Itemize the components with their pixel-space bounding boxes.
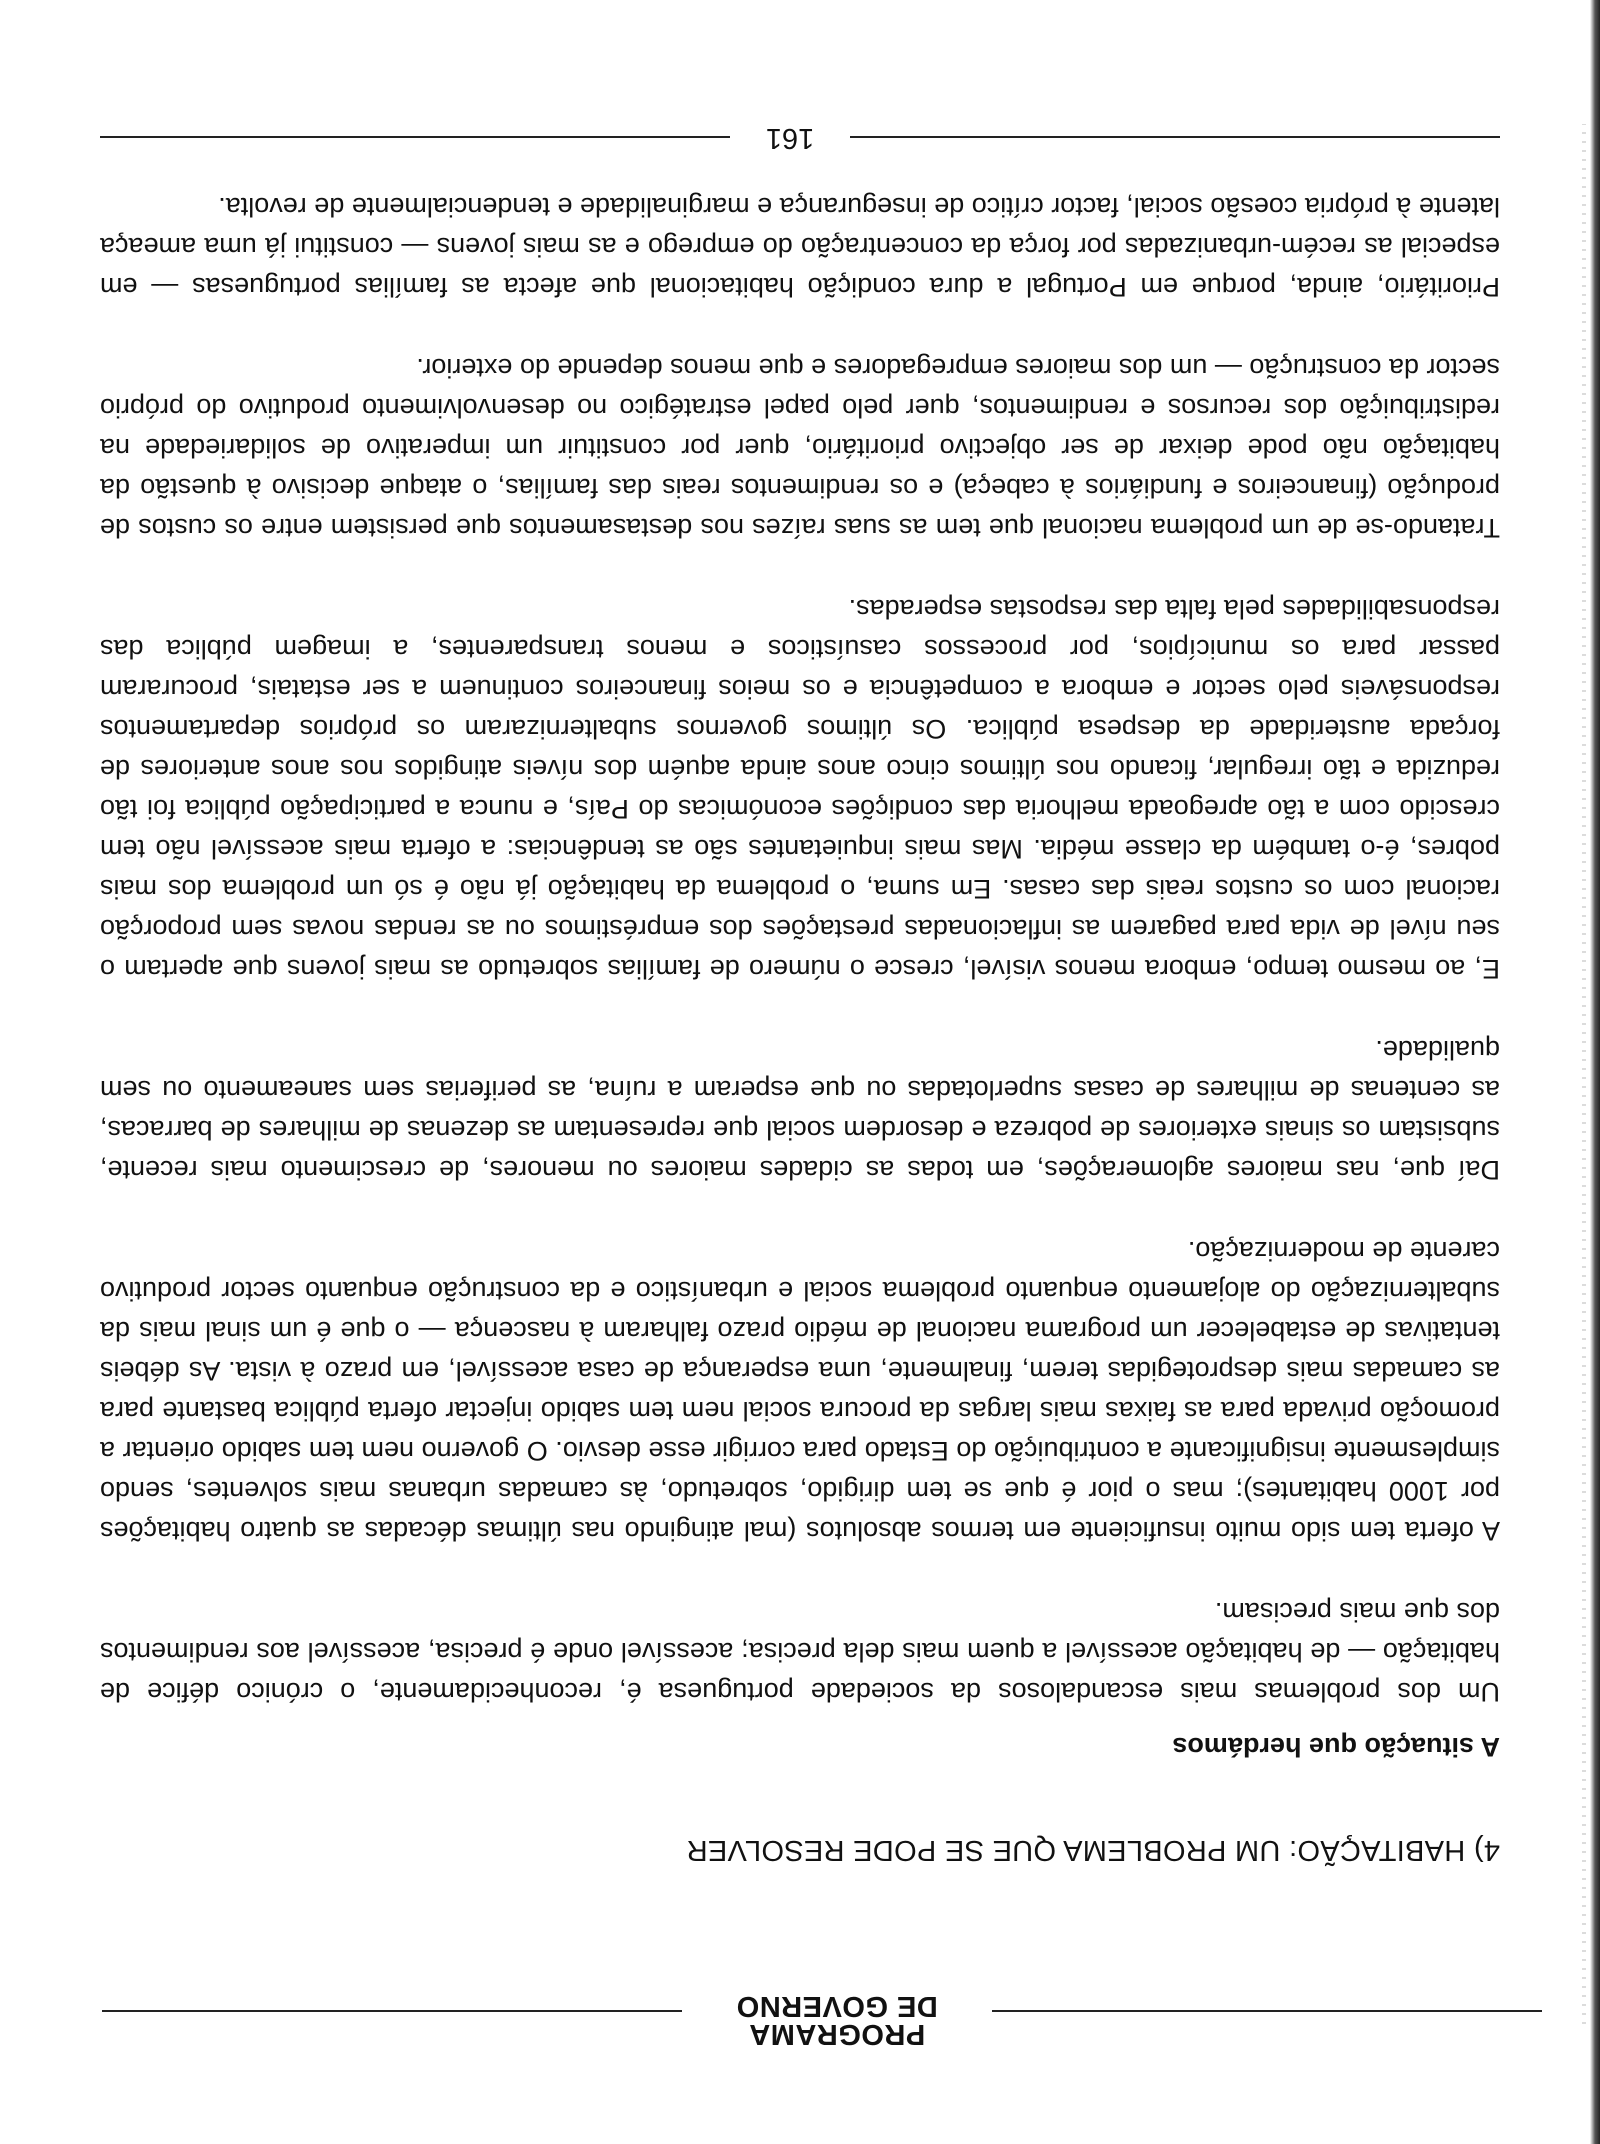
page-footer [100,118,1500,158]
paragraph: Daí que, nas maiores aglomerações, em todas as cidades maiores ou menores, de crescimento mais recente, subsistam os sinais exteriores de pobreza e desordem social que representam as dezenas de milhares de barracas, as centenas de milhares de casas superlotadas ou que esperam a ruína, as periferias sem saneamento ou sem qualidade. [100,1035,1500,1185]
body-text [100,146,1500,1712]
paragraph: Tratando-se de um problema nacional que tem as suas raízes nos destasamentos que persistem entre os custos de produção (financeiros e fundiários à cabeça) e os rendimentos reais das famílias, o ataque decisivo à questão da habitação não pode deixar de ser objectivo prioritário, quer por constituir um imperativo de solidariedade na redistribuição dos recursos e rendimentos, quer pelo papel estratégico no desenvolvimento produtivo do próprio sector da construção — um dos maiores empregadores e que menos depende do exterior. [100,353,1500,543]
paragraph: Um dos problemas mais escandalosos da sociedade portuguesa é, reconhecidamente, o crónico défice de habitação — de habitação acessível a quem mais dela precisa; acessível onde é precisa, acessível aos rendimentos dos que mais precisam. [100,1597,1500,1707]
logo-line-2: DE GOVERNO [736,1990,938,2022]
subsection-title: A situação que herdámos [1172,1732,1500,1762]
scan-edge-speckle [1582,124,1586,2024]
section-title: 4) HABITAÇÃO: UM PROBLEMA QUE SE PODE RESOLVER [686,1834,1500,1866]
paragraph: E, ao mesmo tempo, embora menos visível, cresce o número de famílias sobretudo as mais jovens que apertam o seu nível de vida para pagarem as inflacionadas prestações dos empréstimos ou as rendas novas sem proporção racional com os custos reais das casas. Em suma, o problema da habitação já não é só um problema dos mais pobres, é-o também da classe média. Mas mais inquietantes são as tendências: a oferta mais acessível não tem crescido com a tão apregoada melhoria das condições económicas do País, e nunca a participação pública foi tão reduzida e tão irregular, ficando nos últimos cinco anos ainda aquém dos níveis atingidos nos anos anteriores de forçada austeridade da despesa pública. Os últimos governos subalternizaram os próprios departamentos responsáveis pelo sector e embora a competência e os meios financeiros continuem a ser estatais, procuraram passar para os municípios, por processos casuísticos e menos transparentes, a imagem pública das responsabilidades pela falta das respostas esperadas. [100,594,1500,984]
page-number: 161 [765,122,815,154]
paragraph: A oferta tem sido muito insuficiente em termos absolutos (mal atingindo nas últimas décadas as quatro habitações por 1000 habitantes); mas o pior é que se tem dirigido, sobretudo, às camadas urbanas mais solventes, sendo simplesmente insignificante a contribuição do Estado para corrigir esse desvio. O governo nem tem sabido orientar a promoção privada para as faixas mais largas da procura social nem tem sabido injectar oferta pública bastante para as camadas mais desprotegidas terem, finalmente, uma esperança de casa acessível, em prazo à vista. As débeis tentativas de estabelecer um programa nacional de médio prazo falharam à nascença — o que é um sinal mais da subalternização do alojamento enquanto problema social e urbanístico e da construção enquanto sector produtivo carente de modernização. [100,1236,1500,1546]
header-rule-right [102,2010,682,2012]
logo-line-1: PROGRAMA [748,2018,926,2050]
scan-binding-shadow [1590,0,1600,2144]
header-rule-left [992,2010,1542,2012]
footer-rule-left [850,136,1500,138]
program-logo [697,1992,977,2048]
page-header [102,1992,1542,2048]
paragraph: Prioritário, ainda, porque em Portugal a dura condição habitacional que afecta as famílias portuguesas — em especial as recém-urbanizadas por força da concentração do emprego e as mais jovens — constitui já uma ameaça latente à própria coesão social, factor crítico de insegurança e marginalidade e tendencialmente de revolta. [100,192,1500,302]
footer-rule-right [100,136,730,138]
